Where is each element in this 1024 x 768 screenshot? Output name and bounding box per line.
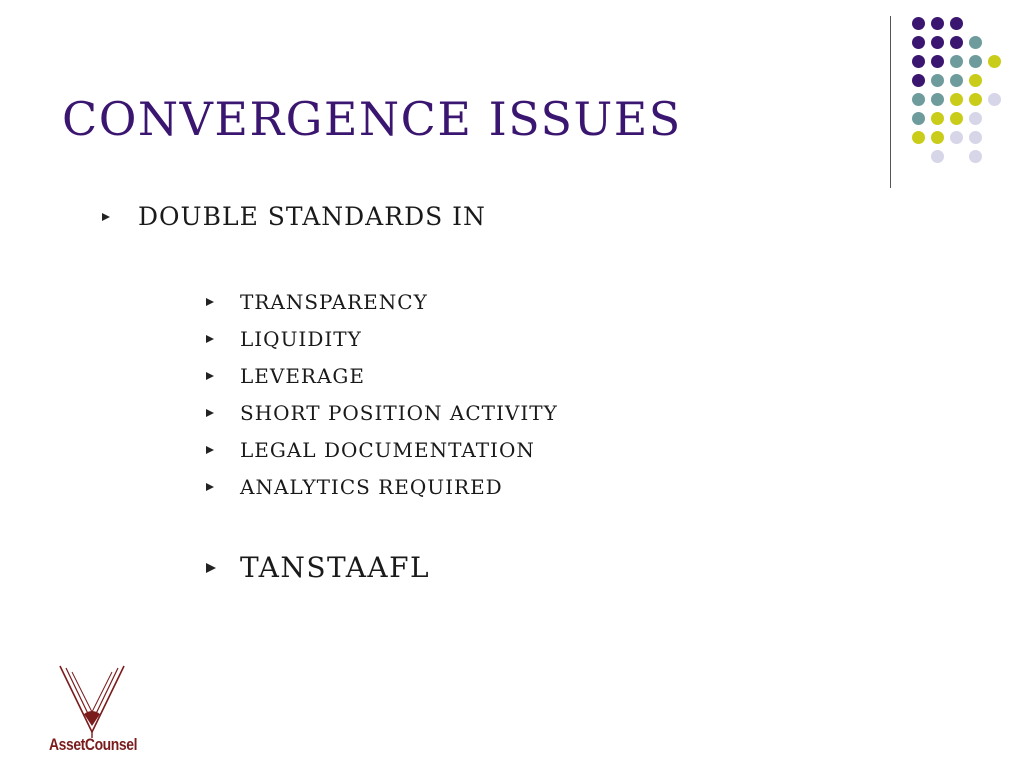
- decoration-dot: [988, 55, 1001, 68]
- bullet-arrow-icon: [206, 335, 214, 343]
- sub-bullet-short-position: [206, 401, 558, 425]
- bullet-arrow-icon: [206, 298, 214, 306]
- decoration-dot: [950, 36, 963, 49]
- sub-bullet-leverage: [206, 364, 365, 388]
- bullet-arrow-icon: [206, 563, 216, 573]
- decoration-dot: [931, 93, 944, 106]
- decoration-dot: [931, 17, 944, 30]
- logo-text: AssetCounsel: [49, 735, 138, 754]
- decoration-dot: [969, 55, 982, 68]
- decoration-dot: [931, 36, 944, 49]
- bullet-arrow-icon: [102, 213, 110, 221]
- bullet-arrow-icon: [206, 446, 214, 454]
- bullet-text: SHORT POSITION ACTIVITY: [240, 401, 558, 425]
- bullet-arrow-icon: [206, 483, 214, 491]
- decoration-dot: [969, 150, 982, 163]
- decoration-dot: [912, 36, 925, 49]
- decoration-dot: [912, 55, 925, 68]
- sub-bullet-analytics: [206, 475, 503, 499]
- decoration-dot: [912, 17, 925, 30]
- decoration-dot: [912, 74, 925, 87]
- decoration-dot: [969, 36, 982, 49]
- bullet-text: DOUBLE STANDARDS IN: [138, 202, 486, 231]
- bullet-arrow-icon: [206, 409, 214, 417]
- decoration-dot: [931, 55, 944, 68]
- slide-title: CONVERGENCE ISSUES: [62, 92, 682, 146]
- decoration-dot: [969, 74, 982, 87]
- decoration-dot: [950, 112, 963, 125]
- decoration-dot: [950, 131, 963, 144]
- bullet-text: LIQUIDITY: [240, 327, 362, 351]
- decoration-dot: [988, 93, 1001, 106]
- sub-bullet-liquidity: [206, 327, 362, 351]
- bullet-tanstaafl: [206, 551, 430, 584]
- bullet-text: ANALYTICS REQUIRED: [240, 475, 503, 499]
- bullet-arrow-icon: [206, 372, 214, 380]
- decoration-dot: [931, 112, 944, 125]
- decoration-dot: [931, 74, 944, 87]
- decoration-dot: [950, 55, 963, 68]
- vertical-divider: [890, 16, 891, 188]
- decoration-dot: [969, 93, 982, 106]
- sub-bullet-legal-documentation: [206, 438, 535, 462]
- bullet-text: LEVERAGE: [240, 364, 366, 388]
- decoration-dot: [912, 93, 925, 106]
- decoration-dot: [931, 150, 944, 163]
- sub-bullet-transparency: [206, 290, 428, 314]
- decoration-dot: [950, 93, 963, 106]
- bullet-text: TANSTAAFL: [240, 551, 431, 584]
- decoration-dot: [950, 74, 963, 87]
- bullet-text: TRANSPARENCY: [240, 290, 428, 314]
- decoration-dot: [912, 131, 925, 144]
- decoration-dot: [969, 112, 982, 125]
- bullet-double-standards: [102, 202, 486, 231]
- bullet-text: LEGAL DOCUMENTATION: [240, 438, 535, 462]
- decoration-dot: [931, 131, 944, 144]
- decoration-dot: [969, 131, 982, 144]
- decoration-dot: [950, 17, 963, 30]
- decoration-dot: [912, 112, 925, 125]
